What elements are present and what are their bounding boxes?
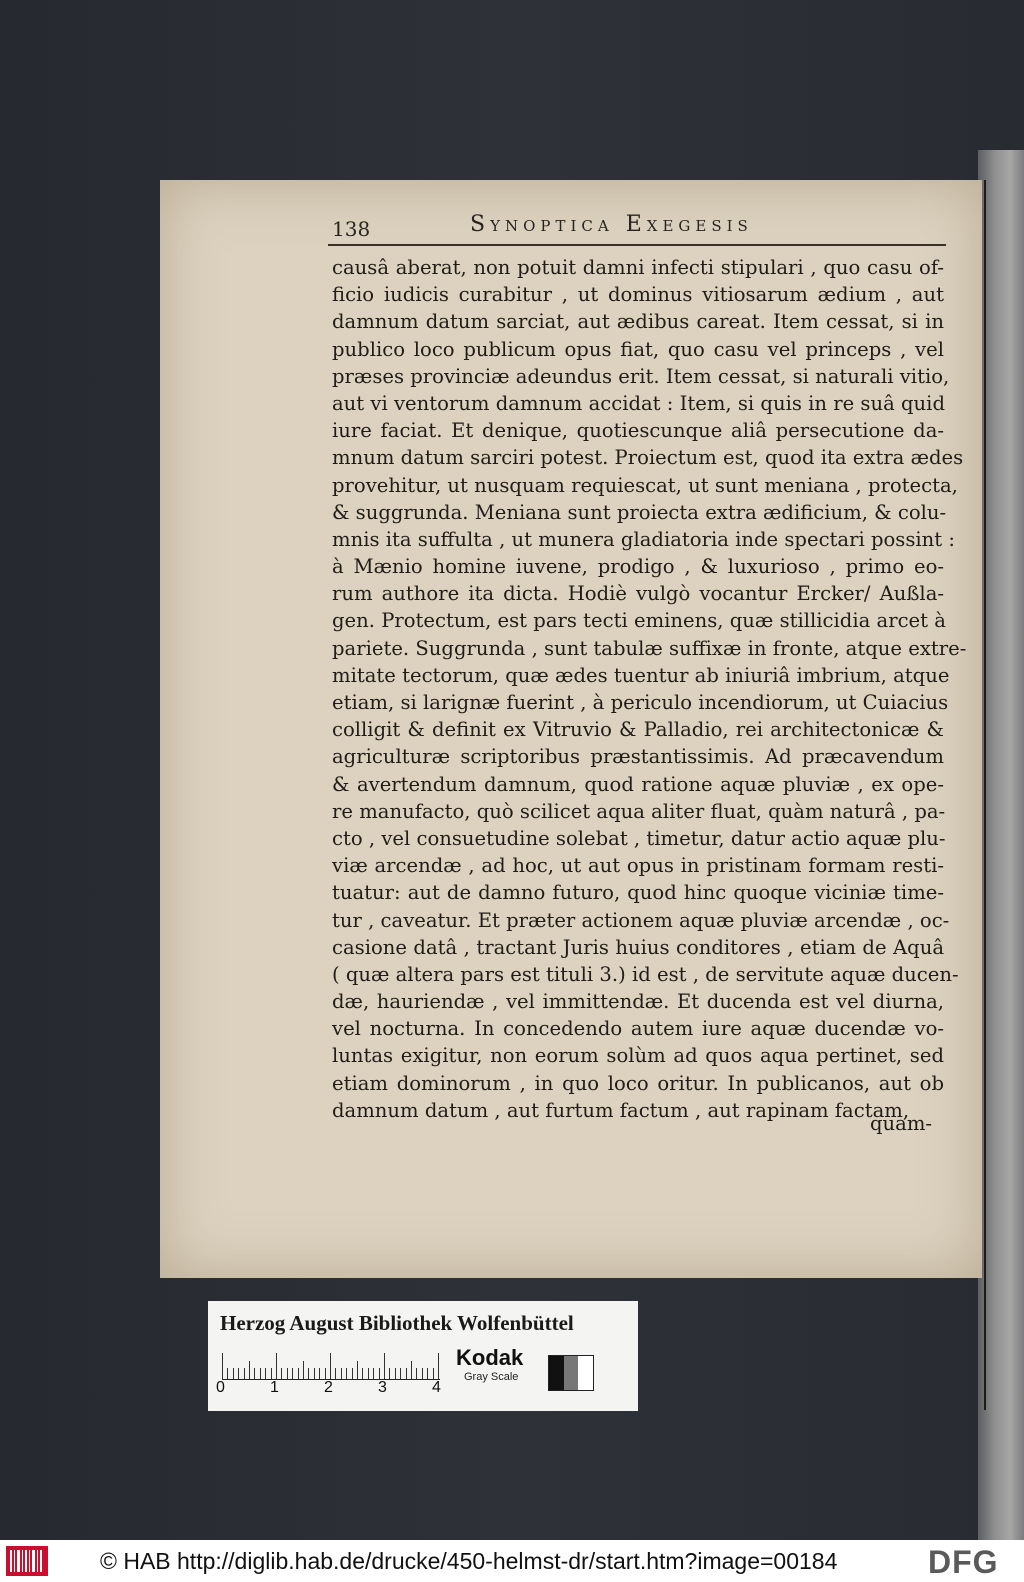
text-line: & suggrunda. Meniana sunt proiecta extra ædificium, & colu-: [332, 500, 947, 524]
dfg-logo: DFG: [928, 1544, 999, 1580]
text-line: ( quæ altera pars est tituli 3.) id est , de servitute aquæ ducen-: [332, 962, 959, 986]
swatch-white: [578, 1356, 593, 1390]
ruler-tick: [227, 1368, 228, 1379]
text-line: præses provinciæ adeundus erit. Item cessat, si naturali vitio,: [332, 364, 950, 388]
ruler-tick: [271, 1368, 272, 1379]
ruler-tick: [254, 1368, 255, 1379]
kodak-subtitle: Gray Scale: [464, 1371, 519, 1383]
ruler-tick: [244, 1368, 245, 1379]
ruler-tick: [314, 1368, 315, 1379]
text-line: causâ aberat, non potuit damni infecti stipulari , quo casu of-: [332, 256, 944, 279]
page-edge-shadow: [984, 180, 986, 1410]
ruler-tick: [265, 1368, 266, 1379]
next-page-edge: [978, 150, 1024, 1540]
ruler-tick: [395, 1368, 396, 1379]
ruler-tick: [298, 1368, 299, 1379]
ruler-tick: [325, 1368, 326, 1379]
text-line: dæ, hauriendæ , vel immittendæ. Et ducenda est vel diurna,: [332, 990, 944, 1014]
ruler-tick: [341, 1368, 342, 1379]
ruler-tick: [249, 1361, 250, 1379]
text-line: mitate tectorum, quæ ædes tuentur ab iniuriâ imbrium, atque: [332, 663, 950, 687]
ruler-numbers: [216, 1379, 456, 1401]
ruler-tick: [433, 1368, 434, 1379]
library-name: Herzog August Bibliothek Wolfenbüttel: [220, 1311, 574, 1335]
text-line: mnum datum sarciri potest. Proiectum est, quod ita extra ædes: [332, 446, 964, 470]
text-line: luntas exigitur, non eorum solùm ad quos aqua pertinet, sed: [332, 1044, 944, 1068]
book-page: [160, 180, 982, 1278]
gray-scale-swatch: [548, 1355, 594, 1391]
ruler-tick: [379, 1368, 380, 1379]
ruler-tick: [422, 1368, 423, 1379]
ruler-tick: [400, 1368, 401, 1379]
text-line: colligit & definit ex Vitruvio & Palladio, rei architectonicæ &: [332, 718, 944, 742]
text-line: etiam, si larignæ fuerint , à periculo incendiorum, ut Cuiacius: [332, 691, 949, 714]
text-line: tuatur: aut de damno futuro, quod hinc quoque viciniæ time-: [332, 881, 944, 905]
ruler-tick: [281, 1368, 282, 1379]
swatch-black: [549, 1356, 564, 1390]
swatch-gray: [564, 1356, 579, 1390]
text-line: casione datâ , tractant Juris huius conditores , etiam de Aquâ: [332, 935, 944, 959]
footer-bar: [0, 1540, 1024, 1582]
ruler-tick: [346, 1368, 347, 1379]
ruler-tick: [416, 1368, 417, 1379]
ruler-number: 3: [378, 1379, 387, 1396]
ruler-number: 1: [270, 1379, 279, 1396]
ruler-tick: [438, 1353, 439, 1379]
text-line: & avertendum damnum, quod ratione aquæ pluviæ , ex ope-: [332, 772, 944, 796]
ruler-number: 2: [324, 1379, 333, 1396]
barcode-icon: [6, 1546, 48, 1576]
ruler-tick: [308, 1368, 309, 1379]
library-label: [208, 1301, 638, 1411]
ruler-tick: [373, 1368, 374, 1379]
text-line: cto , vel consuetudine solebat , timetur, datur actio aquæ plu-: [332, 826, 946, 850]
ruler-tick: [222, 1353, 223, 1379]
ruler-tick: [384, 1353, 385, 1379]
ruler-tick: [357, 1361, 358, 1379]
catchword: quam-: [870, 1112, 933, 1135]
text-line: publico loco publicum opus fiat, quo casu vel princeps , vel: [332, 337, 944, 361]
ruler-tick: [260, 1368, 261, 1379]
text-line: damnum datum , aut furtum factum , aut rapinam factam,: [332, 1098, 910, 1122]
page-number: 138: [332, 217, 371, 241]
text-line: vel nocturna. In concedendo autem iure aquæ ducendæ vo-: [332, 1017, 944, 1041]
running-head: Synoptica Exegesis: [470, 212, 753, 237]
text-line: agriculturæ scriptoribus præstantissimis. Ad præcavendum: [332, 745, 944, 769]
ruler-number: 4: [432, 1379, 441, 1396]
ruler-tick: [330, 1353, 331, 1379]
ruler-tick: [352, 1368, 353, 1379]
text-line: ficio iudicis curabitur , ut dominus vitiosarum ædium , aut: [332, 283, 944, 307]
ruler-tick: [427, 1368, 428, 1379]
scale-ruler: [222, 1353, 440, 1380]
text-line: gen. Protectum, est pars tecti eminens, quæ stillicidia arcet à: [332, 609, 946, 633]
kodak-logo: Kodak: [456, 1345, 524, 1370]
ruler-tick: [292, 1368, 293, 1379]
text-line: provehitur, ut nusquam requiescat, ut sunt meniana , protecta,: [332, 473, 958, 497]
ruler-tick: [319, 1368, 320, 1379]
text-line: rum authore ita dicta. Hodiè vulgò vocantur Ercker/ Außla-: [332, 582, 944, 606]
ruler-tick: [233, 1368, 234, 1379]
ruler-tick: [287, 1368, 288, 1379]
ruler-tick: [389, 1368, 390, 1379]
copyright-url: © HAB http://diglib.hab.de/drucke/450-helmst-dr/start.htm?image=00184: [100, 1548, 838, 1574]
text-line: aut vi ventorum damnum accidat : Item, si quis in re suâ quid: [332, 391, 945, 415]
text-line: mnis ita suffulta , ut munera gladiatoria inde spectari possint :: [332, 527, 956, 551]
text-line: etiam dominorum , in quo loco oritur. In publicanos, aut ob: [332, 1071, 944, 1095]
ruler-tick: [303, 1361, 304, 1379]
ruler-tick: [238, 1368, 239, 1379]
text-line: à Mænio homine iuvene, prodigo , & luxurioso , primo eo-: [332, 555, 944, 579]
text-line: re manufacto, quò scilicet aqua aliter fluat, quàm naturâ , pa-: [332, 799, 946, 823]
ruler-number: 0: [216, 1379, 225, 1396]
text-body: [332, 254, 967, 1124]
ruler-tick: [411, 1361, 412, 1379]
text-line: tur , caveatur. Et præter actionem aquæ pluviæ arcendæ , oc-: [332, 908, 950, 932]
ruler-tick: [362, 1368, 363, 1379]
ruler-tick: [276, 1353, 277, 1379]
ruler-tick: [368, 1368, 369, 1379]
ruler-tick: [335, 1368, 336, 1379]
text-line: pariete. Suggrunda , sunt tabulæ suffixæ in fronte, atque extre-: [332, 636, 967, 660]
ruler-tick: [406, 1368, 407, 1379]
text-line: viæ arcendæ , ad hoc, ut aut opus in pristinam formam resti-: [332, 854, 944, 878]
text-line: damnum datum sarciat, aut ædibus careat. Item cessat, si in: [332, 310, 944, 334]
text-line: iure faciat. Et denique, quotiescunque aliâ persecutione da-: [332, 419, 944, 443]
head-rule: [328, 244, 946, 246]
